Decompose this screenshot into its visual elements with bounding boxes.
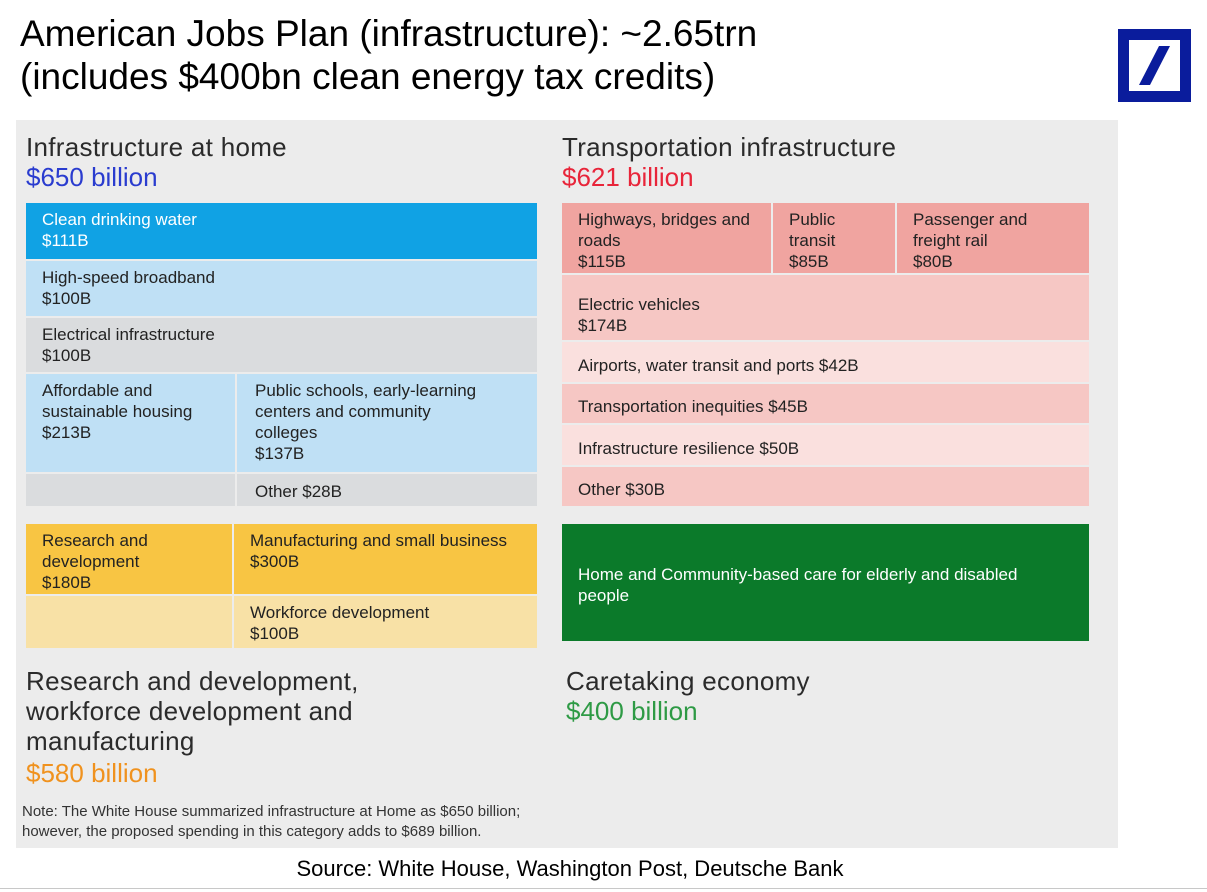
item-value: $115B (578, 252, 626, 271)
research-filler (26, 596, 232, 648)
item-label: Research and development (42, 531, 148, 571)
transport-item-rail (897, 203, 1089, 273)
item-label: Transportation inequities $45B (578, 397, 808, 416)
item-value: $111B (42, 231, 89, 250)
research-item-manufacturing (234, 524, 537, 594)
item-label: Public transit (789, 210, 836, 250)
item-value: $100B (250, 624, 300, 643)
footnote (22, 802, 922, 842)
transport-item-airports (562, 342, 1089, 382)
research-item-rnd (26, 524, 232, 594)
footnote-line: Note: The White House summarized infrastructure at Home as $650 billion; (22, 803, 521, 820)
deutsche-bank-logo-icon (1118, 29, 1191, 102)
home-item-electrical (26, 318, 537, 372)
transport-item-highways (562, 203, 771, 273)
title-line: Research and development, (26, 666, 359, 696)
home-item-clean-water (26, 203, 537, 259)
item-label: Clean drinking water (42, 210, 197, 229)
item-value: $100B (42, 289, 92, 308)
item-label: Home and Community-based care for elderly and disabled people (578, 565, 1018, 605)
item-label: Airports, water transit and ports $42B (578, 356, 859, 375)
item-label: Infrastructure resilience $50B (578, 439, 800, 458)
item-label: High-speed broadband (42, 268, 215, 287)
item-value: $300B (250, 552, 300, 571)
transport-item-resilience (562, 425, 1089, 465)
source-caption: Source: White House, Washington Post, Deutsche Bank (296, 856, 844, 881)
research-section-title (26, 666, 546, 756)
item-label: Workforce development (250, 603, 430, 622)
home-section-title: Infrastructure at home (26, 132, 287, 162)
transport-section-title: Transportation infrastructure (562, 132, 897, 162)
home-filler (26, 474, 235, 506)
item-value: $174B (578, 316, 628, 335)
item-label: Manufacturing and small business (250, 531, 508, 550)
item-label: Passenger and freight rail (913, 210, 1028, 250)
care-section-title: Caretaking economy (566, 666, 810, 696)
item-value: $100B (42, 346, 92, 365)
item-label: Affordable and sustainable housing (42, 381, 193, 421)
transport-item-other (562, 467, 1089, 506)
care-section-amount: $400 billion (566, 696, 698, 726)
item-value: $180B (42, 573, 92, 592)
research-section-amount: $580 billion (26, 758, 158, 788)
transport-item-ev (562, 275, 1089, 340)
item-label: Public schools, early-learning centers and community colleges (255, 381, 477, 442)
item-value: $80B (913, 252, 953, 271)
home-item-housing (26, 374, 235, 472)
title-line: workforce development and (26, 696, 353, 726)
item-label: Other $28B (255, 482, 342, 501)
item-label: Electrical infrastructure (42, 325, 215, 344)
title-line-2: (includes $400bn clean energy tax credits) (20, 56, 716, 97)
item-value: $137B (255, 444, 305, 463)
item-value: $213B (42, 423, 92, 442)
home-section-amount: $650 billion (26, 162, 158, 192)
home-item-other (237, 474, 537, 506)
home-item-schools (237, 374, 537, 472)
bottom-divider (0, 888, 1207, 889)
transport-item-inequities (562, 384, 1089, 423)
item-label: Electric vehicles (578, 295, 700, 314)
title-line-1: American Jobs Plan (infrastructure): ~2.65trn (20, 13, 758, 54)
research-item-workforce (234, 596, 537, 648)
title-line: manufacturing (26, 726, 195, 756)
footnote-line: however, the proposed spending in this category adds to $689 billion. (22, 823, 482, 840)
care-item-home-community (562, 524, 1089, 641)
item-label: Other $30B (578, 480, 665, 499)
item-value: $85B (789, 252, 829, 271)
home-item-broadband (26, 261, 537, 316)
transport-section-amount: $621 billion (562, 162, 694, 192)
item-label: Highways, bridges and roads (578, 210, 750, 250)
page-title (20, 12, 1080, 98)
transport-item-public-transit (773, 203, 895, 273)
